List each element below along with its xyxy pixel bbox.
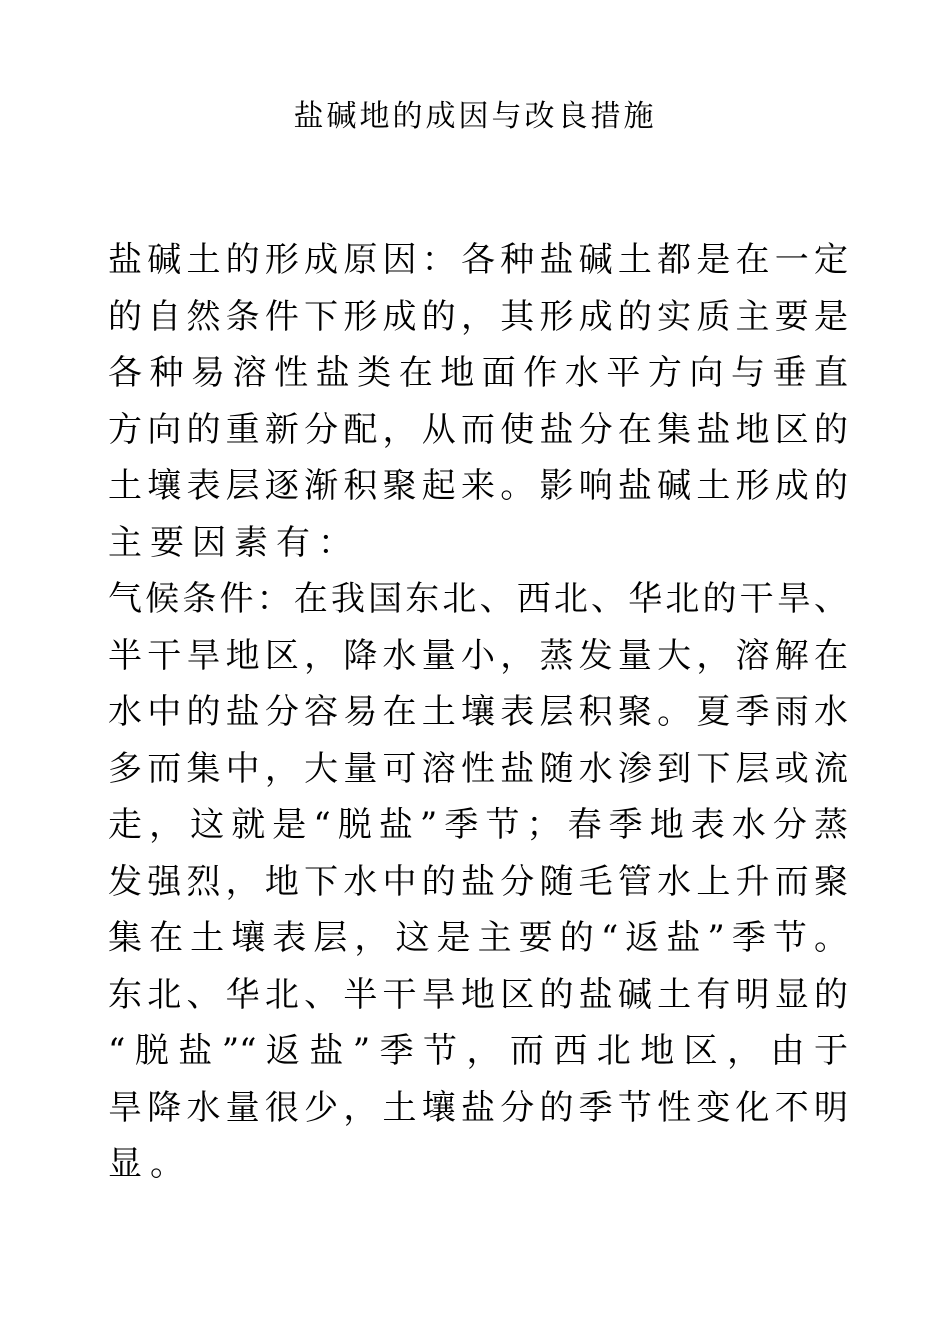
paragraph-line: 的自然条件下形成的，其形成的实质主要是	[108, 296, 848, 337]
paragraph-line: 水中的盐分容易在土壤表层积聚。夏季雨水	[108, 692, 848, 732]
paragraph-line: 盐碱土的形成原因：各种盐碱土都是在一定	[108, 240, 848, 280]
paragraph-line: 集在土壤表层，这是主要的“返盐”季节。	[108, 918, 848, 958]
document-body	[108, 232, 848, 1193]
paragraph-line: 旱降水量很少，土壤盐分的季节性变化不明	[108, 1087, 848, 1128]
paragraph-line: 多而集中，大量可溶性盐随水渗到下层或流	[108, 748, 848, 789]
paragraph-line: 各种易溶性盐类在地面作水平方向与垂直	[108, 353, 848, 393]
paragraph-line: 东北、华北、半干旱地区的盐碱土有明显的	[108, 974, 848, 1015]
paragraph-line: 发强烈，地下水中的盐分随毛管水上升而聚	[108, 861, 848, 902]
paragraph-line: 土壤表层逐渐积聚起来。影响盐碱土形成的	[108, 466, 848, 506]
paragraph-line: 走，这就是“脱盐”季节；春季地表水分蒸	[108, 805, 848, 845]
document-title: 盐碱地的成因与改良措施	[293, 99, 657, 134]
paragraph-line: 主要因素有：	[108, 522, 360, 563]
paragraph-line: 气候条件：在我国东北、西北、华北的干旱、	[108, 579, 848, 619]
paragraph-line: 显。	[108, 1144, 192, 1184]
paragraph-line: 半干旱地区，降水量小，蒸发量大，溶解在	[108, 635, 848, 676]
paragraph-line: 方向的重新分配，从而使盐分在集盐地区的	[108, 409, 848, 450]
paragraph-line: “脱盐”“返盐”季节，而西北地区，由于	[108, 1031, 848, 1071]
